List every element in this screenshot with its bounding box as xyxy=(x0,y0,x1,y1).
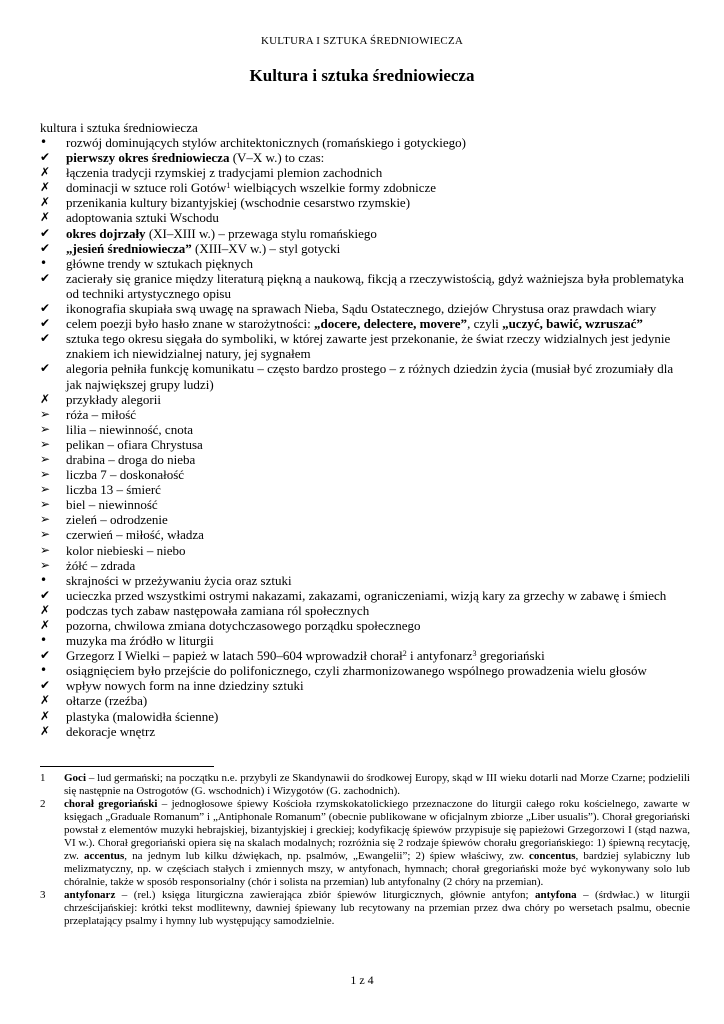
text-run: główne trendy w sztukach pięknych xyxy=(66,255,254,271)
text-run: rozwój dominujących stylów architektonicznych (romańskiego i gotyckiego) xyxy=(66,135,466,150)
cross-icon: ✗ xyxy=(40,708,51,723)
text-run: lilia – niewinność, cnota xyxy=(66,421,194,437)
list-item xyxy=(40,195,690,210)
list-item xyxy=(40,361,690,391)
footnote-item xyxy=(40,772,690,798)
text-run: łączenia tradycji rzymskiej z tradycjami plemion zachodnich xyxy=(66,165,383,181)
list-item xyxy=(40,301,690,316)
running-header: KULTURA I SZTUKA ŚREDNIOWIECZA xyxy=(260,35,464,47)
text-run: celem poezji było hasło znane w starożytności: xyxy=(66,316,315,332)
text-run: zieleń – odrodzenie xyxy=(66,512,168,528)
bullet-icon: • xyxy=(40,135,48,149)
list-item xyxy=(40,241,690,256)
text-run: przenikania kultury bizantyjskiej (wschodnie cesarstwo rzymskie) xyxy=(66,195,411,211)
text-run: róża – miłość xyxy=(66,406,137,422)
bullet-icon: • xyxy=(40,633,48,648)
text-run: wpływ nowych form na inne dziedziny sztuki xyxy=(66,678,304,694)
list-item xyxy=(40,135,690,150)
text-run: osiągnięciem było przejście do polifonicznego, czyli zharmonizowanego wspólnego prowadzenia wielu głosów xyxy=(66,663,647,679)
text-run: – (śrdwłac.) w liturgii chrześcijańskiej: krótki tekst modlitewny, dawniej śpiewany lub recytowany na przemian przez dwa chóry po wersetach psalmu, obecnie przeplatający psalmy i hymny lub występujący samodzielnie. xyxy=(64,889,690,927)
list-item xyxy=(40,452,690,467)
text-run: muzyka ma źródło w liturgii xyxy=(66,633,214,649)
list-item xyxy=(40,482,690,497)
main-list xyxy=(40,135,690,739)
list-item xyxy=(40,558,690,573)
arrow-bullet-icon: ➢ xyxy=(40,436,51,451)
bold-text: „jesień średniowiecza” xyxy=(66,240,192,256)
intro-line: kultura i sztuka średniowiecza xyxy=(40,120,198,135)
list-item xyxy=(40,678,690,693)
cross-icon: ✗ xyxy=(40,165,51,180)
checkmark-icon: ✔ xyxy=(40,648,51,663)
text-run: i antyfonarz xyxy=(406,648,473,664)
list-item xyxy=(40,573,690,588)
bold-text: chorał gregoriański xyxy=(64,798,158,810)
text-run: podczas tych zabaw następowała zamiana ról społecznych xyxy=(66,602,370,618)
arrow-bullet-icon: ➢ xyxy=(40,512,51,527)
text-run: ucieczka przed wszystkimi ostrymi nakazami, zakazami, ograniczeniami, wizją kary za grzechy w zabawę i śmiech xyxy=(66,587,667,603)
list-item xyxy=(40,165,690,180)
checkmark-icon: ✔ xyxy=(40,587,51,602)
cross-icon: ✗ xyxy=(40,210,51,225)
cross-icon: ✗ xyxy=(40,195,51,210)
text-run: skrajności w przeżywaniu życia oraz sztuki xyxy=(66,572,292,588)
list-item xyxy=(40,331,690,361)
footnote-ref: 1 xyxy=(226,181,231,191)
checkmark-icon: ✔ xyxy=(40,316,51,331)
text-run: ikonografia skupiała swą uwagę na sprawach Nieba, Sądu Ostatecznego, dziejów Chrystusa oraz prawdach wiary xyxy=(66,301,657,317)
cross-icon: ✗ xyxy=(40,602,51,617)
bold-text: accentus xyxy=(83,850,125,862)
cross-icon: ✗ xyxy=(40,723,51,738)
list-item xyxy=(40,543,690,558)
text-run: , na jednym lub kilku dźwiękach, np. psalmów, „Ewangelii”; 2) śpiew właściwy, zw. xyxy=(124,850,530,862)
text-run: pelikan – ofiara Chrystusa xyxy=(66,436,203,452)
bold-text: concentus xyxy=(529,850,576,862)
list-item xyxy=(40,422,690,437)
footnotes xyxy=(40,772,690,928)
list-item xyxy=(40,693,690,708)
text-run: (XI–XIII w.) – przewaga stylu romańskiego xyxy=(145,225,377,241)
list-item xyxy=(40,527,690,542)
arrow-bullet-icon: ➢ xyxy=(40,542,51,557)
bullet-icon: • xyxy=(40,663,48,678)
list-item xyxy=(40,512,690,527)
text-run: adoptowania sztuki Wschodu xyxy=(66,210,219,226)
list-item xyxy=(40,392,690,407)
list-item xyxy=(40,709,690,724)
arrow-bullet-icon: ➢ xyxy=(40,421,51,436)
bold-text: Goci xyxy=(64,772,86,784)
list-item xyxy=(40,316,690,331)
bullet-icon: • xyxy=(40,255,48,270)
text-run: – (rel.) księga liturgiczna zawierająca zbiór śpiewów liturgicznych, głównie antyfon; xyxy=(115,889,536,901)
footnote-number: 1 xyxy=(40,772,46,784)
list-item xyxy=(40,256,690,271)
text-run: pozorna, chwilowa zmiana dotychczasowego porządku społecznego xyxy=(66,618,421,633)
arrow-bullet-icon: ➢ xyxy=(40,497,51,512)
checkmark-icon: ✔ xyxy=(40,301,51,316)
list-item xyxy=(40,210,690,225)
text-run: liczba 7 – doskonałość xyxy=(66,467,185,483)
text-run: kolor niebieski – niebo xyxy=(66,542,186,558)
text-run: (V–X w.) to czas: xyxy=(229,150,325,166)
bold-text: pierwszy okres średniowiecza xyxy=(66,150,230,166)
bullet-icon: • xyxy=(40,572,48,587)
text-run: gregoriański xyxy=(476,648,545,664)
text-run: drabina – droga do nieba xyxy=(66,451,196,467)
text-run: alegoria pełniła funkcję komunikatu – często bardzo prostego – z różnych dziedzin życia (musiał być zrozumiały dla jak największej grupy ludzi) xyxy=(66,361,674,392)
list-item xyxy=(40,663,690,678)
footnote-number: 2 xyxy=(40,798,46,810)
footnote-item xyxy=(40,889,690,928)
text-run: dekoracje wnętrz xyxy=(66,723,156,739)
list-item xyxy=(40,150,690,165)
text-run: (XIII–XV w.) – styl gotycki xyxy=(191,240,341,256)
checkmark-icon: ✔ xyxy=(40,331,51,346)
list-item xyxy=(40,618,690,633)
text-run: wielbiących wszelkie formy zdobnicze xyxy=(230,180,437,196)
list-item xyxy=(40,271,690,301)
text-run: czerwień – miłość, władza xyxy=(66,527,204,543)
bold-text: „uczyć, bawić, wzruszać” xyxy=(502,316,643,332)
list-item xyxy=(40,226,690,241)
bold-text: antyfona xyxy=(535,889,577,901)
arrow-bullet-icon: ➢ xyxy=(40,467,51,482)
arrow-bullet-icon: ➢ xyxy=(40,482,51,497)
list-item xyxy=(40,437,690,452)
checkmark-icon: ✔ xyxy=(40,150,51,165)
checkmark-icon: ✔ xyxy=(40,270,51,285)
footnote-ref: 3 xyxy=(472,649,477,659)
list-item xyxy=(40,588,690,603)
list-item xyxy=(40,467,690,482)
checkmark-icon: ✔ xyxy=(40,240,51,255)
bold-text: okres dojrzały xyxy=(66,225,146,241)
arrow-bullet-icon: ➢ xyxy=(40,527,51,542)
text-run: , bardziej sylabiczny lub melizmatyczny, np. w częściach stałych i zmiennych mszy, w antyfonach, hymnach; chorał gregoriański może być wykonywany solo lub chóralnie, także w sposób responsorialny (chór i solista na przemian) lub antyfonalny (2 chóry na przemian). xyxy=(64,850,690,888)
list-item xyxy=(40,407,690,422)
text-run: ołtarze (rzeźba) xyxy=(66,693,148,709)
text-run: Grzegorz I Wielki – papież w latach 590–604 wprowadził chorał xyxy=(66,648,403,664)
checkmark-icon: ✔ xyxy=(40,225,51,240)
bold-text: „docere, delectere, movere” xyxy=(314,316,468,332)
arrow-bullet-icon: ➢ xyxy=(40,451,51,466)
cross-icon: ✗ xyxy=(40,618,51,632)
text-run: biel – niewinność xyxy=(66,497,158,513)
page-number: 1 z 4 xyxy=(350,973,374,987)
cross-icon: ✗ xyxy=(40,180,51,195)
checkmark-icon: ✔ xyxy=(40,361,51,376)
list-item xyxy=(40,648,690,663)
text-run: żółć – zdrada xyxy=(66,557,136,573)
list-item xyxy=(40,180,690,195)
text-run: – lud germański; na początku n.e. przybyli ze Skandynawii do środkowej Europy, skąd w III wieku dotarli nad Morze Czarne; podzielili się następnie na Ostrogotów (G. wschodnich) i Wizygotów (G. zachodnich). xyxy=(64,772,690,797)
footnote-number: 3 xyxy=(40,889,46,901)
text-run: zacierały się granice między literaturą piękną a naukową, fikcją a rzeczywistością, gdyż ważniejsza była problematyka od techniki artystycznego opisu xyxy=(66,270,684,301)
text-run: dominacji w sztuce roli Gotów xyxy=(66,180,227,196)
footnote-item xyxy=(40,798,690,889)
text-run: , czyli xyxy=(467,316,503,332)
page-title: Kultura i sztuka średniowiecza xyxy=(249,66,475,85)
text-run: przykłady alegorii xyxy=(66,391,161,407)
list-item xyxy=(40,497,690,512)
text-run: sztuka tego okresu sięgała do symboliki, w której zawarte jest przekonanie, że świat rzeczy widzialnych jest jedynie znakiem ich niewidzialnej natury, jej sygnałem xyxy=(66,331,671,362)
text-run: liczba 13 – śmierć xyxy=(66,482,161,498)
footnote-separator xyxy=(40,766,214,767)
bold-text: antyfonarz xyxy=(64,889,116,901)
text-run: plastyka (malowidła ścienne) xyxy=(66,708,219,724)
arrow-bullet-icon: ➢ xyxy=(40,406,51,421)
list-item xyxy=(40,633,690,648)
cross-icon: ✗ xyxy=(40,693,51,708)
footnote-ref: 2 xyxy=(402,649,407,659)
list-item xyxy=(40,603,690,618)
cross-icon: ✗ xyxy=(40,391,51,406)
list-item xyxy=(40,724,690,739)
arrow-bullet-icon: ➢ xyxy=(40,557,51,572)
text-run: – jednogłosowe śpiewy Kościoła rzymskokatolickiego przeznaczone do liturgii całego roku kościelnego, zawarte w księgach „Graduale Romanum” i „Antiphonale Romanum” (obecnie publikowane w oficjalnym zbiorze „Liber usualis”). Chorał gregoriański powstał z elementów muzyki hebrajskiej, bizantyjskiej i greckiej; kodyfikację śpiewów przypisuje się papieżowi Grzegorzowi I (stąd nazwa, VI w.). Chorał gregoriański opiera się na skalach modalnych; rozróżnia się 2 rodzaje śpiewów chorału gregoriańskiego: 1) śpiewną recytację, zw. xyxy=(64,798,691,862)
checkmark-icon: ✔ xyxy=(40,678,51,693)
